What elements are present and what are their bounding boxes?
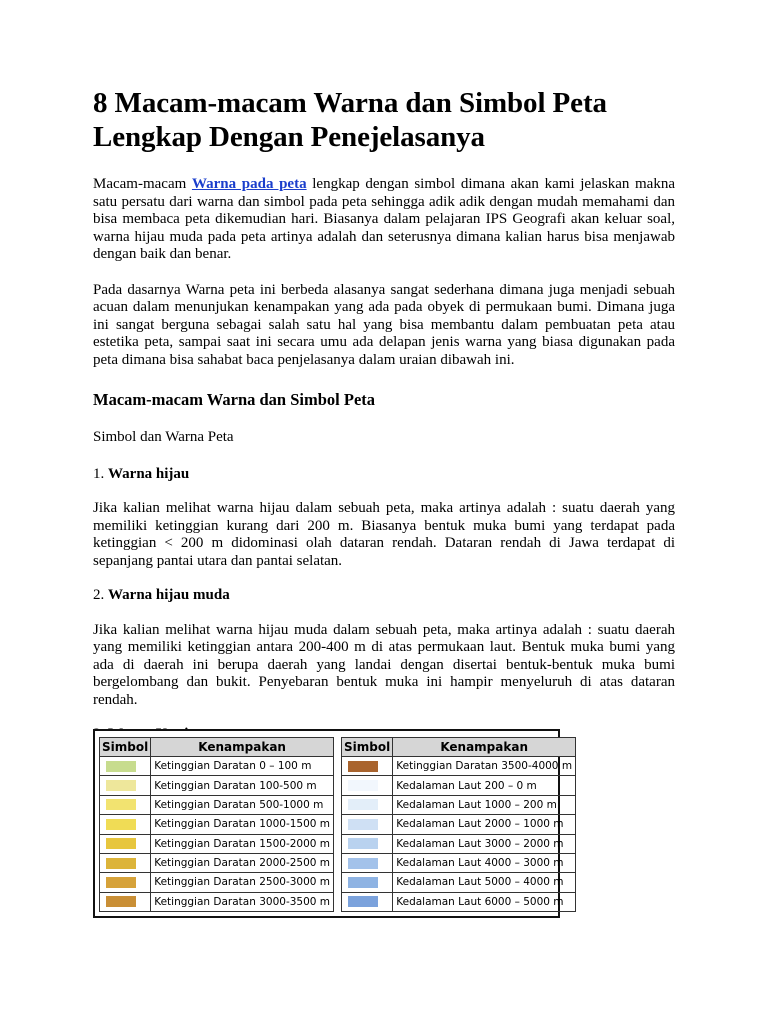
color-swatch [348, 799, 378, 810]
legend-symbol-cell [342, 834, 393, 853]
color-swatch [106, 761, 136, 772]
legend-feature-label: Kedalaman Laut 3000 – 2000 m [393, 834, 576, 853]
color-swatch [106, 858, 136, 869]
legend-row [342, 834, 576, 853]
color-swatch [106, 896, 136, 907]
legend-symbol-cell [100, 892, 151, 911]
legend-symbol-cell [342, 853, 393, 872]
legend-feature-label: Kedalaman Laut 1000 – 200 m [393, 795, 576, 814]
map-legend-image [93, 729, 573, 918]
intro-text-after: lengkap dengan simbol dimana akan kami jelaskan makna satu persatu dari warna dan simbol pada peta sehingga adik adik dengan mudah memahami dan bisa membaca peta dikemudian hari. Biasanya dalam pelajaran IPS Geografi akan keluar soal, warna hijau muda pada peta artinya adalah dan seterusnya dimana kalian harus bisa menjawab dengan baik dan benar. [93, 176, 676, 262]
legend-symbol-cell [342, 873, 393, 892]
legend-row [342, 873, 576, 892]
section-heading: Macam-macam Warna dan Simbol Peta [93, 390, 376, 409]
color-swatch [348, 819, 378, 830]
legend-feature-label: Ketinggian Daratan 0 – 100 m [151, 757, 334, 776]
item-text-1: Jika kalian melihat warna hijau dalam sebuah peta, maka artinya adalah : suatu daerah yang memiliki ketinggian kurang dari 200 m. Biasanya bentuk muka bumi yang terdapat pada ketinggian < 200 m didominasi olah dataran rendah. Dataran rendah di Jawa terdapat di sepanjang pantai utara dan pantai selatan. [93, 500, 675, 569]
legend-feature-label: Ketinggian Daratan 100-500 m [151, 776, 334, 795]
color-swatch [106, 877, 136, 888]
legend-symbol-cell [100, 873, 151, 892]
intro-paragraph [93, 176, 675, 264]
legend-feature-label: Ketinggian Daratan 3500-4000 m [393, 757, 576, 776]
legend-feature-label: Ketinggian Daratan 3000-3500 m [151, 892, 334, 911]
color-swatch [348, 761, 378, 772]
legend-table-right [341, 737, 576, 912]
legend-header-symbol: Simbol [100, 738, 151, 757]
legend-row [100, 757, 334, 776]
color-swatch [106, 799, 136, 810]
legend-row [342, 853, 576, 872]
item-heading-2: 2. Warna hijau muda [93, 587, 230, 603]
legend-row [342, 795, 576, 814]
legend-row [100, 834, 334, 853]
legend-symbol-cell [100, 815, 151, 834]
subtitle: Simbol dan Warna Peta [93, 429, 234, 445]
color-swatch [348, 858, 378, 869]
second-paragraph: Pada dasarnya Warna peta ini berbeda alasanya sangat sederhana dimana juga menjadi sebuah acuan dalam menunjukan kenampakan yang ada pada obyek di permukaan bumi. Dimana juga ini sangat berguna sebagai salah satu hal yang bisa membantu dalam pembuatan peta atau estetika peta, sampai saat ini secara umu ada delapan jenis warna yang biasa digunakan pada peta dimana bisa sahabat baca penjelasanya dalam uraian dibawah ini. [93, 281, 675, 368]
legend-symbol-cell [342, 892, 393, 911]
legend-row [100, 776, 334, 795]
legend-header-feature: Kenampakan [393, 738, 576, 757]
legend-symbol-cell [342, 757, 393, 776]
legend-feature-label: Ketinggian Daratan 500-1000 m [151, 795, 334, 814]
legend-row [100, 795, 334, 814]
legend-row [342, 815, 576, 834]
legend-symbol-cell [100, 834, 151, 853]
legend-feature-label: Kedalaman Laut 200 – 0 m [393, 776, 576, 795]
legend-feature-label: Kedalaman Laut 6000 – 5000 m [393, 892, 576, 911]
item-text-2: Jika kalian melihat warna hijau muda dalam sebuah peta, maka artinya adalah : suatu daerah yang memiliki ketinggian antara 200-400 m di atas permukaan laut. Bentuk muka bumi yang ada di daerah ini berupa daerah yang landai dengan disertai bentuk-bentuk muka bumi bergelombang dan bukit. Penyebaran bentuk muka ini hampir menyeluruh di atas dataran rendah. [93, 621, 675, 708]
legend-symbol-cell [342, 776, 393, 795]
legend-feature-label: Ketinggian Daratan 1500-2000 m [151, 834, 334, 853]
color-swatch [348, 877, 378, 888]
item-heading-1: 1. Warna hijau [93, 465, 190, 482]
legend-feature-label: Kedalaman Laut 2000 – 1000 m [393, 815, 576, 834]
legend-feature-label: Ketinggian Daratan 2000-2500 m [151, 853, 334, 872]
page-title: 8 Macam-macam Warna dan Simbol Peta Lengkap Dengan Penejelasanya [93, 87, 607, 153]
color-swatch [106, 780, 136, 791]
warna-pada-peta-link[interactable]: Warna pada peta [191, 176, 307, 192]
legend-row [100, 815, 334, 834]
legend-header-feature: Kenampakan [151, 738, 334, 757]
color-swatch [348, 780, 378, 791]
color-swatch [348, 838, 378, 849]
legend-symbol-cell [342, 795, 393, 814]
legend-row [100, 873, 334, 892]
color-swatch [106, 819, 136, 830]
legend-symbol-cell [100, 776, 151, 795]
legend-table-left [99, 737, 334, 912]
legend-symbol-cell [100, 795, 151, 814]
legend-symbol-cell [100, 757, 151, 776]
legend-symbol-cell [100, 853, 151, 872]
color-swatch [106, 838, 136, 849]
legend-row [100, 892, 334, 911]
article [93, 86, 675, 761]
legend-row [342, 757, 576, 776]
legend-header-symbol: Simbol [342, 738, 393, 757]
intro-text-before: Macam-macam [93, 176, 192, 192]
color-swatch [348, 896, 378, 907]
legend-feature-label: Kedalaman Laut 4000 – 3000 m [393, 853, 576, 872]
legend-row [342, 776, 576, 795]
legend-feature-label: Ketinggian Daratan 1000-1500 m [151, 815, 334, 834]
legend-row [100, 853, 334, 872]
legend-feature-label: Kedalaman Laut 5000 – 4000 m [393, 873, 576, 892]
legend-feature-label: Ketinggian Daratan 2500-3000 m [151, 873, 334, 892]
legend-row [342, 892, 576, 911]
legend-symbol-cell [342, 815, 393, 834]
